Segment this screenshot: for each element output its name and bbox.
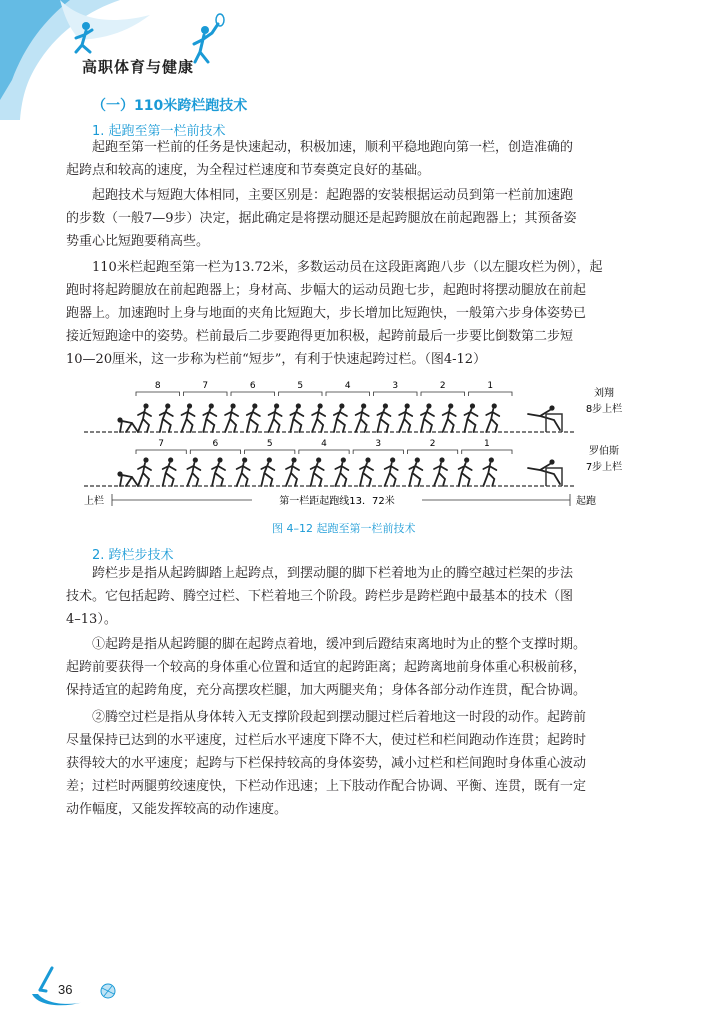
paragraph-5 — [66, 633, 648, 702]
hurdle-start-figure — [84, 374, 644, 514]
paragraph-line: 起跑技术与短跑大体相同，主要区别是：起跑器的安装根据运动员到第一栏前加速跑 — [92, 188, 574, 203]
paragraph-line: 110米栏起跑至第一栏为13.72米，多数运动员在这段距离跑八步（以左腿攻栏为例），起 — [92, 260, 603, 275]
right-label: 起跑 — [576, 496, 596, 507]
runner-icon — [138, 457, 151, 486]
runner-icon — [187, 457, 200, 486]
runner-icon — [356, 403, 369, 432]
runner-icon — [160, 403, 173, 432]
paragraph-3 — [66, 256, 648, 371]
runner-icon — [421, 403, 434, 432]
step-bracket — [231, 392, 275, 396]
paragraph-line: 尽量保持已达到的水平速度，过栏后水平速度下降不大，使过栏和栏间跑动作连贯；起跨时 — [66, 733, 587, 748]
ball-icon — [101, 984, 115, 998]
step-bracket — [190, 450, 240, 454]
runner-icon — [269, 403, 282, 432]
paragraph-6 — [66, 706, 648, 821]
paragraph-line: 起跑至第一栏前的任务是快速起动，积极加速，顺利平稳地跑向第一栏，创造准确的 — [92, 140, 574, 155]
runner-icon — [247, 403, 260, 432]
runner-icon — [203, 403, 216, 432]
runner-icon — [312, 403, 325, 432]
paragraph-2 — [66, 184, 648, 253]
step-number-label: 2 — [429, 439, 436, 449]
runner-icon — [182, 403, 195, 432]
crouch-start-icon — [117, 417, 138, 432]
step-bracket — [136, 450, 186, 454]
step-number-label: 2 — [439, 381, 446, 391]
paragraph-line: 10—20厘米，这一步称为栏前“短步”，有利于快速起跨过栏。（图4-12） — [66, 352, 487, 367]
row2-note: 7步上栏 — [585, 462, 623, 473]
step-bracket — [299, 450, 349, 454]
step-number-label: 7 — [202, 381, 209, 391]
step-bracket — [279, 392, 323, 396]
step-number-label: 5 — [297, 381, 304, 391]
runner-icon — [377, 403, 390, 432]
paragraph-line: 势重心比短跑要稍高些。 — [66, 234, 210, 249]
step-number-label: 3 — [392, 381, 399, 391]
paragraph-line: 4–13）。 — [66, 612, 117, 627]
runner-icon — [399, 403, 412, 432]
figure-row-2 — [84, 439, 622, 486]
paragraph-line: ①起跨是指从起跨腿的脚在起跨点着地，缓冲到后蹬结束离地时为止的整个支撑时期。 — [92, 637, 587, 652]
paragraph-line: 技术。它包括起跨、腾空过栏、下栏着地三个阶段。跨栏步是跨栏跑中最基本的技术（图 — [66, 589, 574, 604]
paragraph-line: 动作幅度，又能发挥较高的动作速度。 — [66, 802, 288, 817]
paragraph-1 — [66, 136, 648, 182]
distance-line — [84, 493, 596, 507]
runner-icon — [464, 403, 477, 432]
left-label: 上栏 — [84, 496, 104, 507]
figure-caption: 图 4–12 起跑至第一栏前技术 — [272, 522, 416, 535]
paragraph-line: 跨栏步是指从起跨脚踏上起跨点，到摆动腿的脚下栏着地为止的腾空越过栏架的步法 — [92, 566, 574, 581]
step-bracket — [469, 392, 513, 396]
runner-icon — [335, 457, 348, 486]
runner-icon — [434, 457, 447, 486]
paragraph-line: 的步数（一般7—9步）决定，据此确定是将摆动腿还是起跨腿放在前起跑器上；其预备姿 — [66, 211, 577, 226]
paragraph-line: 保持适宜的起跨角度，充分高摆攻栏腿，加大两腿夹角；身体各部分动作连贯，配合协调。 — [66, 683, 587, 698]
crouch-start-icon — [117, 471, 138, 486]
runner-icon — [261, 457, 274, 486]
step-number-label: 1 — [487, 381, 494, 391]
figure-row-1 — [84, 381, 622, 432]
runner-icon — [486, 403, 499, 432]
row1-name: 刘翔 — [594, 388, 614, 399]
runner-icon — [212, 457, 225, 486]
runner-icon — [459, 457, 472, 486]
step-number-label: 6 — [212, 439, 219, 449]
runner-icon — [225, 403, 238, 432]
step-number-label: 6 — [249, 381, 256, 391]
runner-icon — [385, 457, 398, 486]
row2-name: 罗伯斯 — [589, 446, 619, 457]
step-number-label: 4 — [344, 381, 351, 391]
page-number: 36 — [58, 982, 73, 997]
step-bracket — [407, 450, 457, 454]
footer-decoration — [28, 960, 128, 1010]
step-bracket — [462, 450, 512, 454]
step-bracket — [136, 392, 180, 396]
paragraph-line: 差；过栏时两腿剪绞速度快，下栏动作迅速；上下肢动作配合协调、平衡、连贯，既有一定 — [66, 779, 587, 794]
runner-icon — [286, 457, 299, 486]
badminton-player-icon — [194, 14, 224, 62]
step-number-label: 7 — [158, 439, 165, 449]
step-number-label: 5 — [266, 439, 273, 449]
runner-icon — [443, 403, 456, 432]
step-number-label: 1 — [483, 439, 490, 449]
runner-icon — [334, 403, 347, 432]
step-number-label: 4 — [321, 439, 327, 449]
step-bracket — [421, 392, 465, 396]
runner-icon — [138, 403, 151, 432]
paragraph-4 — [66, 562, 648, 631]
runner-icon — [360, 457, 373, 486]
row1-note: 8步上栏 — [585, 404, 623, 415]
hurdler-icon — [528, 459, 560, 484]
hurdler-icon — [528, 405, 560, 430]
paragraph-line: 跑器上。加速跑时上身与地面的夹角比短跑大，步长增加比短跑快，一般第六步身体姿势已 — [66, 306, 587, 321]
runner-icon — [311, 457, 324, 486]
step-bracket — [353, 450, 403, 454]
paragraph-line: 起跨点和较高的速度，为全程过栏速度和节奏奠定良好的基础。 — [66, 163, 431, 178]
step-number-label: 8 — [154, 381, 161, 391]
paragraph-line: 跑时将起跨腿放在前起跑器上；身材高、步幅大的运动员跑七步，起跑时将摆动腿放在前起 — [66, 283, 587, 298]
runner-icon — [163, 457, 176, 486]
step-bracket — [245, 450, 295, 454]
runner-icon — [409, 457, 422, 486]
distance-label: 第一栏距起跑线13．72米 — [279, 496, 395, 507]
paragraph-line: 起跨前要获得一个较高的身体重心位置和适宜的起跨距离；起跨离地前身体重心积极前移， — [66, 660, 587, 675]
step-bracket — [374, 392, 418, 396]
subsection-title-1: 1. 起跑至第一栏前技术 — [92, 124, 226, 139]
book-title: 高职体育与健康 — [82, 58, 195, 76]
section-title: （一）110米跨栏跑技术 — [92, 98, 248, 114]
step-bracket — [184, 392, 228, 396]
paragraph-line: 接近短跑途中的姿势。栏前最后二步要跑得更加积极，起跨前最后一步要比倒数第二步短 — [66, 329, 574, 344]
paragraph-line: 获得较大的水平速度；起跨与下栏保持较高的身体姿势，减小过栏和栏间跑时身体重心波动 — [66, 756, 587, 771]
step-number-label: 3 — [375, 439, 382, 449]
runner-icon — [483, 457, 496, 486]
subsection-title-2: 2. 跨栏步技术 — [92, 548, 174, 563]
runner-icon — [237, 457, 250, 486]
step-bracket — [326, 392, 370, 396]
paragraph-line: ②腾空过栏是指从身体转入无支撑阶段起到摆动腿过栏后着地这一时段的动作。起跨前 — [92, 710, 587, 725]
runner-icon — [290, 403, 303, 432]
hockey-stick-icon — [40, 968, 52, 991]
